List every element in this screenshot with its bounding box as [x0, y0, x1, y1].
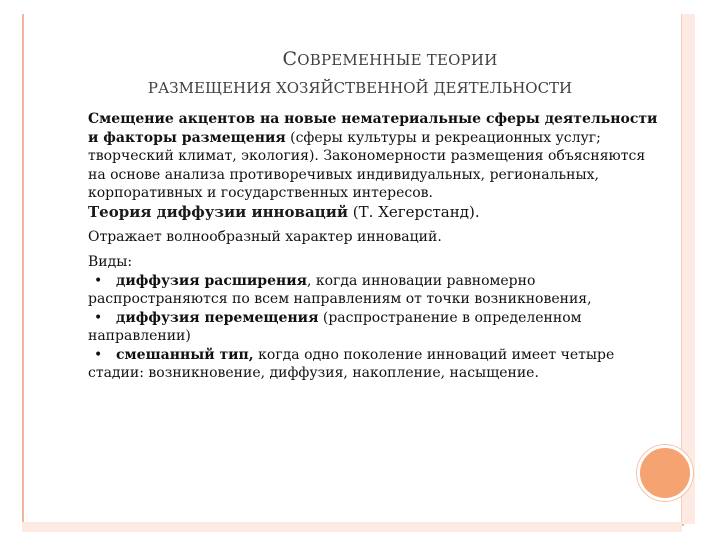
list-item-bold: диффузия расширения: [116, 272, 307, 289]
types-label: Виды:: [88, 254, 133, 270]
list-item-text: , когда инновации равномерно распространяются по всем направлениям от точки возникновения,: [88, 272, 592, 307]
bullet-marker: •: [94, 309, 103, 326]
decorative-bottom-bar: [22, 522, 682, 532]
theory-author: (Т. Хегерстанд).: [348, 202, 480, 221]
list-item-text: когда одно поколение инноваций имеет четыре стадии: возникновение, диффузия, накопление, насыщение.: [88, 346, 615, 381]
list-item-text: (распространение в определенном направлении): [88, 309, 582, 344]
reflects-line: Отражает волнообразный характер инноваций.: [88, 228, 442, 245]
theory-name: Теория диффузии инноваций: [88, 202, 349, 221]
list-item: [88, 346, 663, 383]
slide-title: [0, 46, 720, 101]
paragraph-shift-text: (сферы культуры и рекреационных услуг; творческий климат, экология). Закономерности размещения объясняются на основе анализа противоречивых индивидуальных, региональных, корпоративных и государственных интересов.: [88, 129, 646, 201]
title-line-2: РАЗМЕЩЕНИЯ ХОЗЯЙСТВЕННОЙ ДЕЯТЕЛЬНОСТИ: [147, 79, 573, 97]
list-item: [88, 309, 663, 346]
list-item: [88, 272, 663, 309]
slide-content: [88, 110, 663, 383]
paragraph-shift-bold: Смещение акцентов на новые нематериальные сферы деятельности и факторы размещения: [88, 111, 658, 146]
list-item-bold: смешанный тип,: [116, 346, 254, 363]
bullet-marker: •: [94, 346, 103, 363]
theory-heading: [88, 203, 663, 221]
title-initial: С: [282, 48, 298, 70]
title-line-1: [0, 46, 720, 73]
title-line-1-text: ОВРЕМЕННЫЕ ТЕОРИИ: [297, 51, 498, 69]
list-item-bold: диффузия перемещения: [116, 309, 319, 326]
decorative-circle: [637, 445, 693, 501]
paragraph-shift: [88, 110, 663, 203]
bullet-marker: •: [94, 272, 103, 289]
